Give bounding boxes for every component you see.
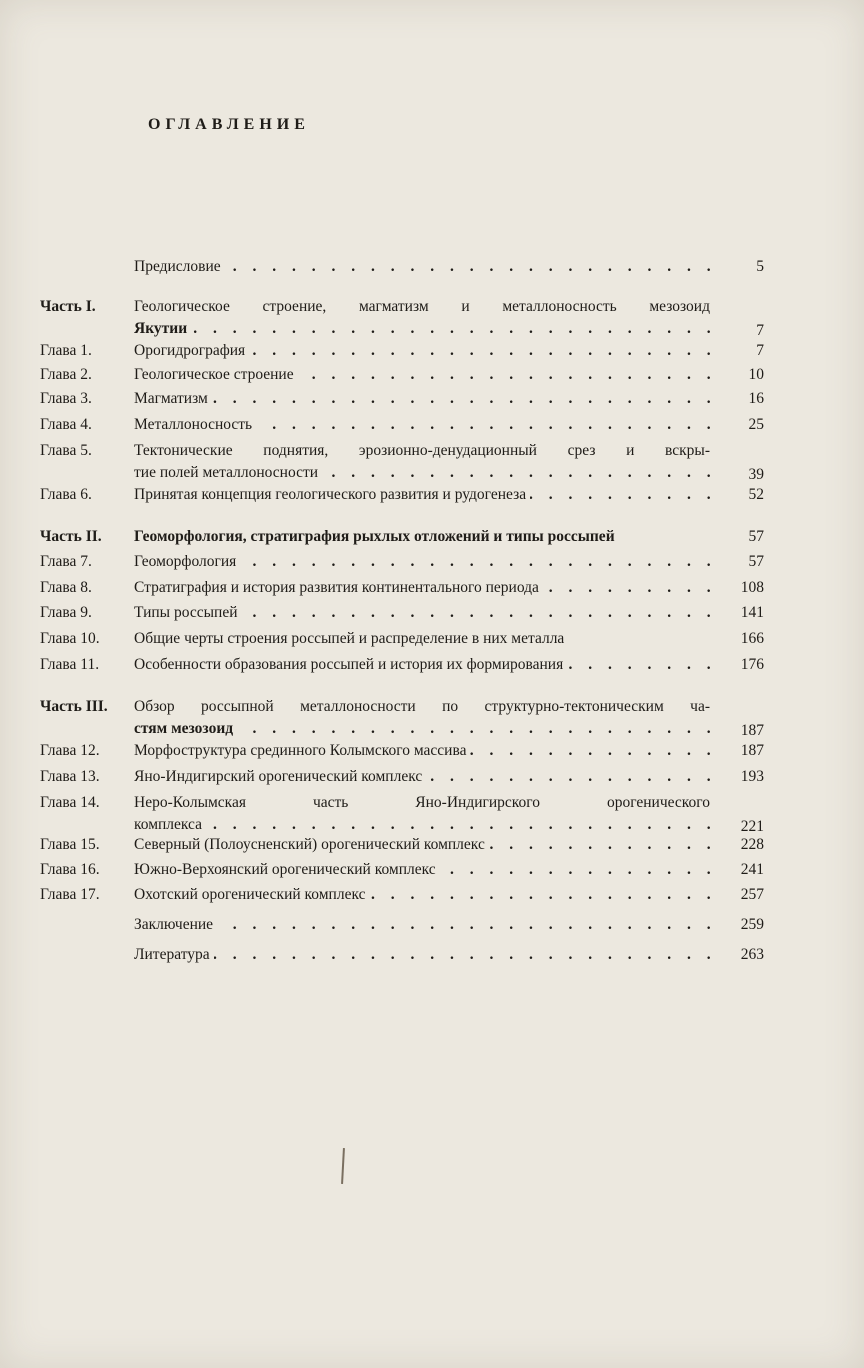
entry-title: Северный (Полоусненский) орогенический комплекс . . . xyxy=(134,834,710,856)
entry-title: Предисловие . . . xyxy=(134,256,710,278)
entry-page: 16 xyxy=(748,390,764,407)
entry-page: 10 xyxy=(748,366,764,383)
entry-title: Металлоносность . . . xyxy=(134,414,710,436)
entry-page: 25 xyxy=(748,416,764,433)
entry-page: 193 xyxy=(740,768,764,785)
entry-label: Глава 1. xyxy=(40,342,92,359)
entry-label: Часть I. xyxy=(40,298,96,315)
entry-page: 7 xyxy=(756,342,764,359)
entry-page: 166 xyxy=(740,630,764,647)
entry-label: Глава 5. xyxy=(40,442,92,459)
entry-label: Глава 10. xyxy=(40,630,100,647)
entry-page: 57 xyxy=(748,528,764,545)
entry-title-line1: Геологическое строение, магматизм и металлоносность мезозоид xyxy=(134,298,710,315)
entry-title: Охотский орогенический комплекс . . . xyxy=(134,884,710,906)
entry-label: Глава 16. xyxy=(40,861,100,878)
entry-label: Часть II. xyxy=(40,528,102,545)
entry-title: Литература . . . xyxy=(134,944,710,966)
entry-page: 187 xyxy=(740,722,764,739)
entry-label: Глава 15. xyxy=(40,836,100,853)
entry-page: 141 xyxy=(740,604,764,621)
entry-title-line1: Неро-Колымская часть Яно-Индигирского орогенического xyxy=(134,794,710,811)
entry-title: Типы россыпей . . . xyxy=(134,602,710,624)
entry-page: 241 xyxy=(740,861,764,878)
entry-title: Яно-Индигирский орогенический комплекс . . . xyxy=(134,766,710,788)
entry-page: 7 xyxy=(756,322,764,339)
entry-title: Морфоструктура срединного Колымского массива . . . xyxy=(134,740,710,762)
entry-page: 187 xyxy=(740,742,764,759)
entry-title: Общие черты строения россыпей и распределение в них металла xyxy=(134,628,710,650)
entry-label: Часть III. xyxy=(40,698,108,715)
entry-label: Глава 11. xyxy=(40,656,100,673)
entry-title: Особенности образования россыпей и история их формирования . . . xyxy=(134,654,710,676)
entry-title-line1: Тектонические поднятия, эрозионно-денудационный срез и вскры- xyxy=(134,442,710,459)
entry-page: 57 xyxy=(748,553,764,570)
toc-title: ОГЛАВЛЕНИЕ xyxy=(148,116,310,133)
entry-label: Глава 14. xyxy=(40,794,100,811)
entry-label: Глава 13. xyxy=(40,768,100,785)
entry-page: 108 xyxy=(740,579,764,596)
entry-title: Стратиграфия и история развития континентального периода . . . xyxy=(134,577,710,599)
entry-page: 228 xyxy=(740,836,764,853)
entry-label: Глава 17. xyxy=(40,886,100,903)
entry-page: 263 xyxy=(740,946,764,963)
entry-label: Глава 12. xyxy=(40,742,100,759)
entry-page: 257 xyxy=(740,886,764,903)
entry-title: тие полей металлоносности . . . xyxy=(134,462,710,484)
entry-title: Южно-Верхоянский орогенический комплекс . . . xyxy=(134,859,710,881)
entry-label: Глава 8. xyxy=(40,579,92,596)
entry-page: 39 xyxy=(748,466,764,483)
entry-title: стям мезозоид . . . xyxy=(134,718,710,740)
entry-label: Глава 6. xyxy=(40,486,92,503)
entry-title: комплекса . . . xyxy=(134,814,710,836)
entry-page: 5 xyxy=(756,258,764,275)
entry-page: 221 xyxy=(740,818,764,835)
entry-page: 176 xyxy=(740,656,764,673)
entry-title: Магматизм . . . xyxy=(134,388,710,410)
entry-title: Принятая концепция геологического развития и рудогенеза . . . xyxy=(134,484,710,506)
entry-page: 259 xyxy=(740,916,764,933)
entry-title: Геоморфология, стратиграфия рыхлых отложений и типы россыпей xyxy=(134,526,710,548)
entry-title: Геологическое строение . . . xyxy=(134,364,710,386)
entry-title: Заключение . . . xyxy=(134,914,710,936)
entry-label: Глава 7. xyxy=(40,553,92,570)
entry-title-line1: Обзор россыпной металлоносности по структурно-тектоническим ча- xyxy=(134,698,710,715)
entry-title: Геоморфология . . . xyxy=(134,551,710,573)
entry-page: 52 xyxy=(748,486,764,503)
entry-label: Глава 4. xyxy=(40,416,92,433)
entry-label: Глава 3. xyxy=(40,390,92,407)
entry-label: Глава 9. xyxy=(40,604,92,621)
entry-title: Якутии . . . xyxy=(134,318,710,340)
entry-title: Орогидрография . . . xyxy=(134,340,710,362)
entry-label: Глава 2. xyxy=(40,366,92,383)
